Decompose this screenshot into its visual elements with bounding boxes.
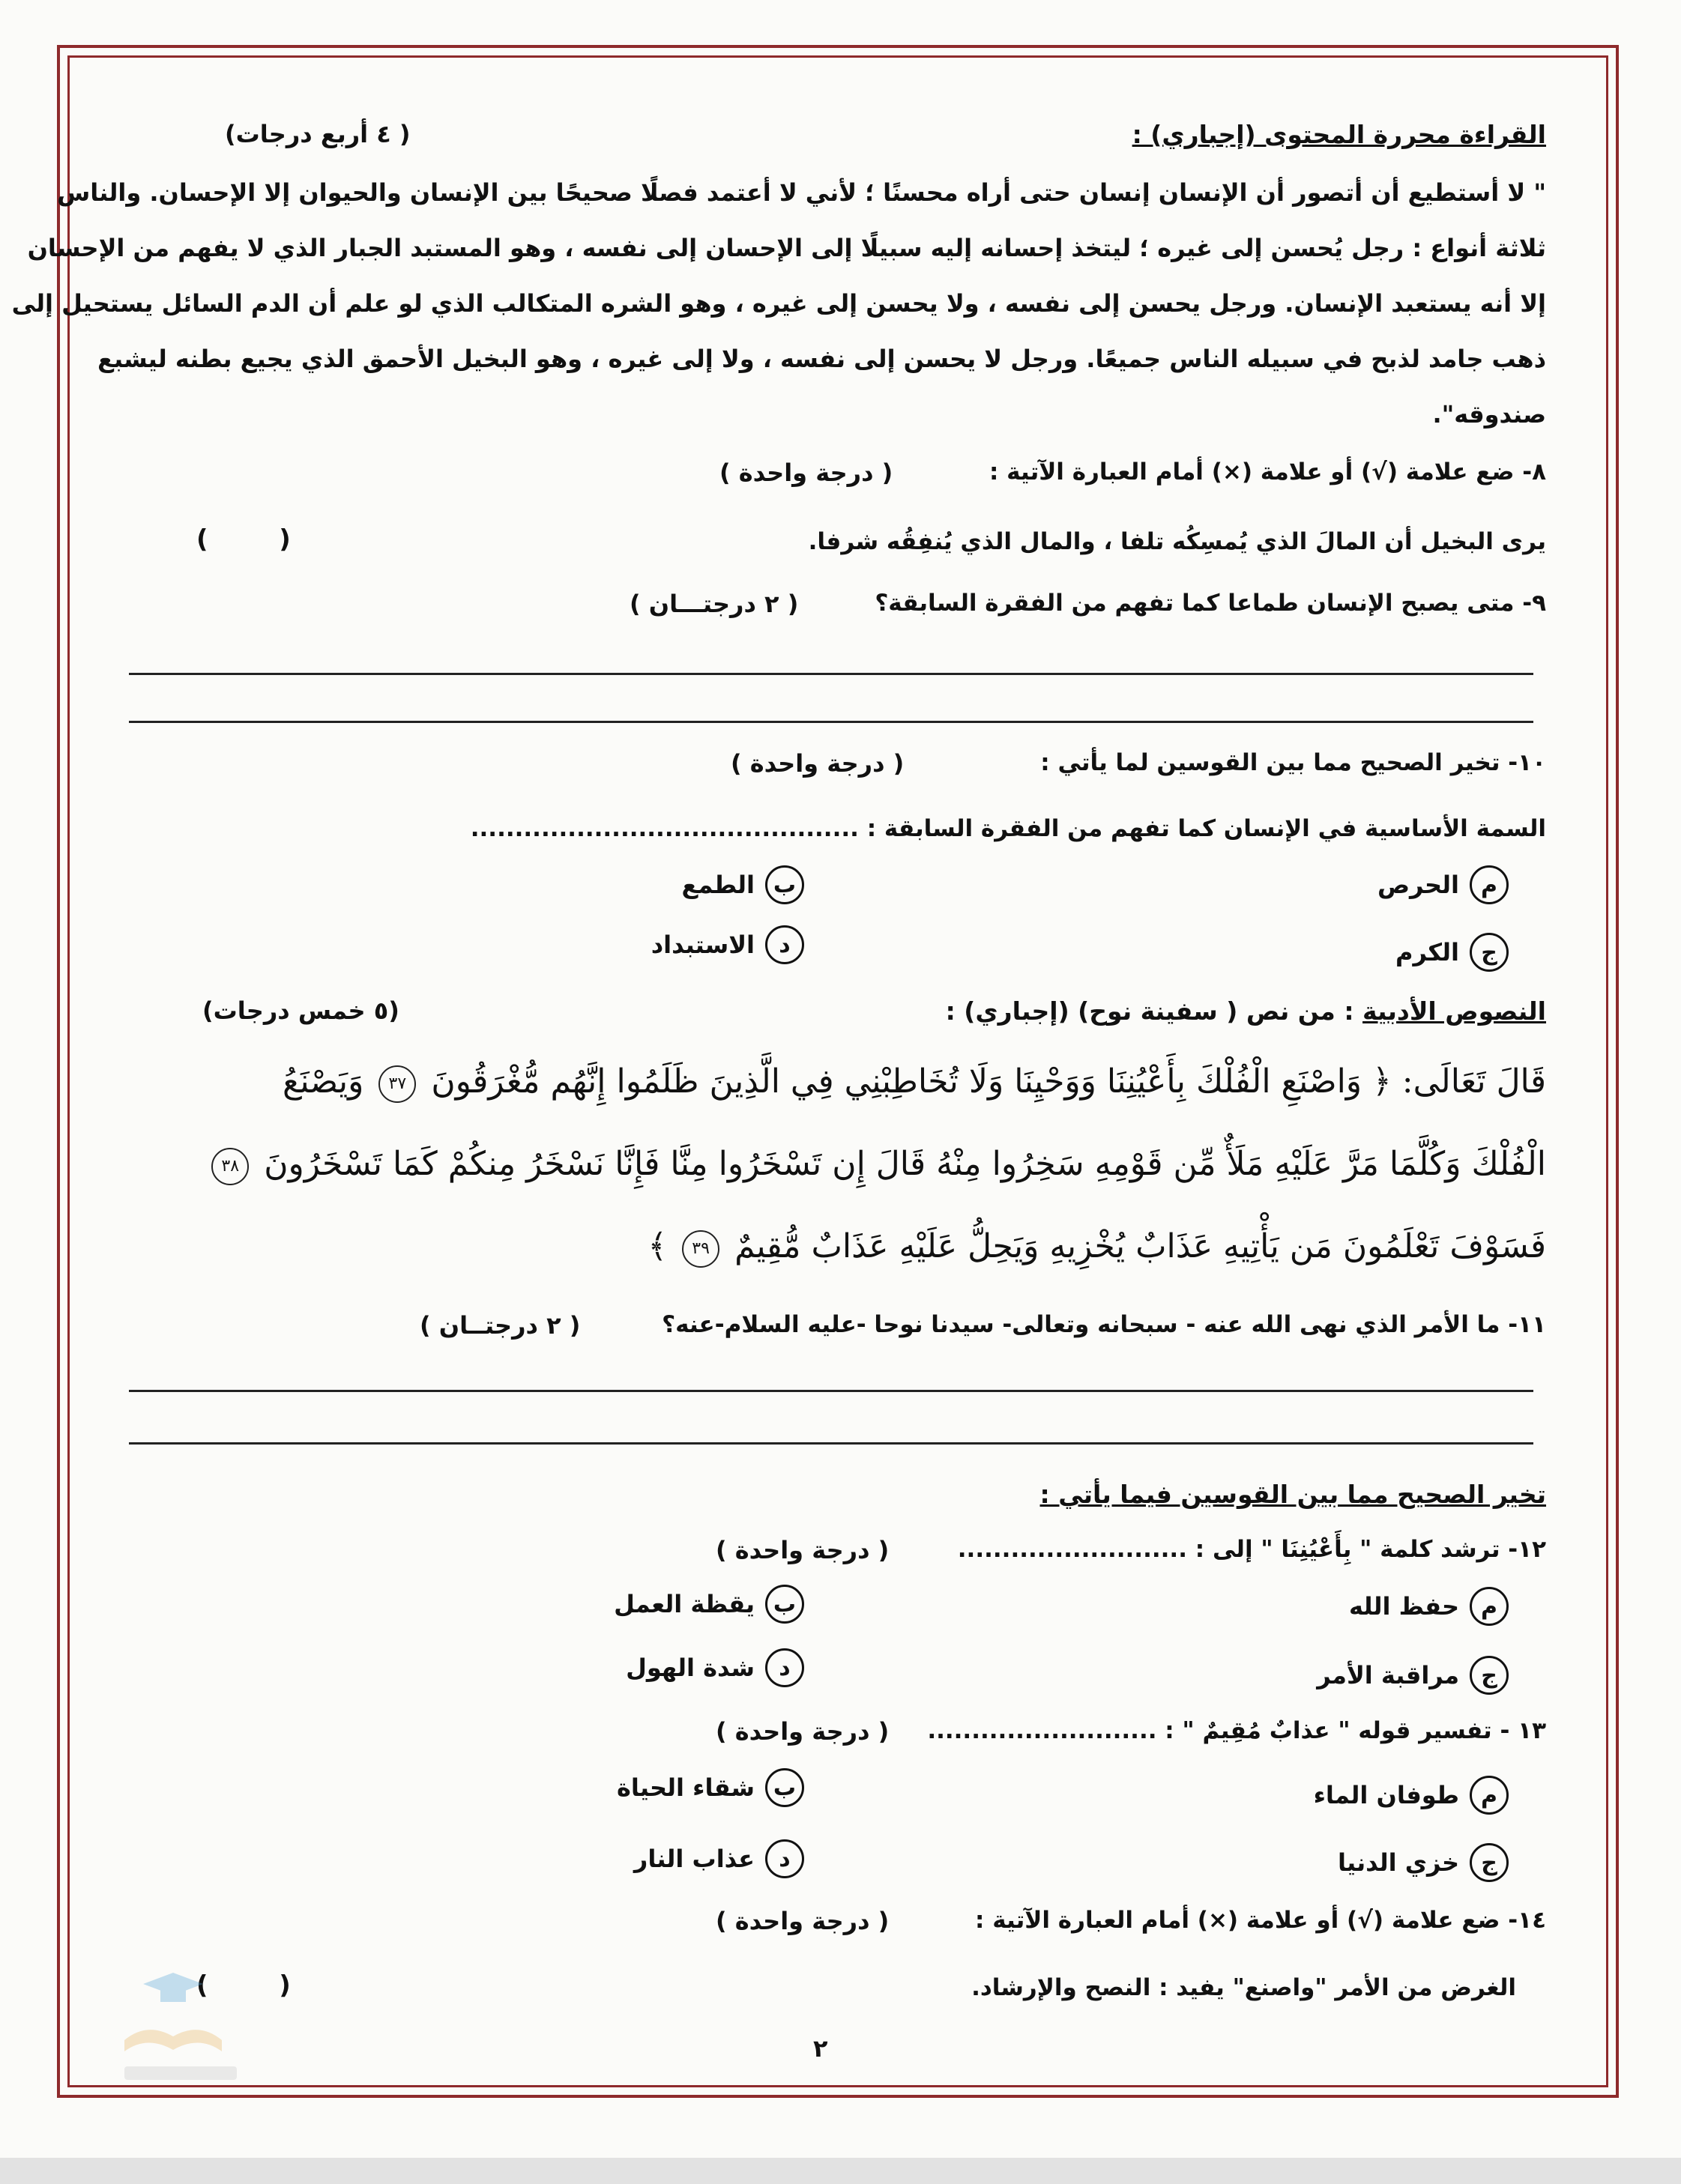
literary-heading-text: النصوص الأدبية [1362,996,1546,1026]
q12-option-b-text: يقظة العمل [614,1590,755,1618]
q12-option-d[interactable] [626,1648,804,1687]
q11-answer-line-1[interactable] [129,1390,1533,1392]
q10-option-b-text: الطمع [681,871,755,899]
passage-line-5: صندوقه". [1432,400,1546,429]
q10-option-d-letter: د [765,925,804,964]
q13-option-d-letter: د [765,1839,804,1878]
q10-option-d[interactable] [651,925,804,964]
q12-option-b[interactable] [614,1585,804,1624]
page-number: ٢ [813,2034,828,2063]
ayah-number-38: ٣٨ [211,1148,249,1185]
q12-option-c-text: مراقبة الأمر [1317,1661,1459,1690]
q12-marks: ( درجة واحدة ) [716,1536,890,1564]
q13-option-b-letter: ب [765,1768,804,1807]
q10-prompt: ١٠- تخير الصحيح مما بين القوسين لما يأتي : [1040,749,1546,776]
q12-option-d-text: شدة الهول [626,1654,755,1682]
q9-prompt: ٩- متى يصبح الإنسان طماعا كما تفهم من الفقرة السابقة؟ [875,590,1546,617]
q10-marks: ( درجة واحدة ) [731,749,905,778]
q14-marks: ( درجة واحدة ) [716,1907,890,1935]
q10-option-a[interactable] [1377,865,1509,904]
q13-option-a-letter: م [1470,1776,1509,1815]
verse-close-bracket: ﴾ [648,1227,668,1265]
q14-prompt: ١٤- ضع علامة (√) أو علامة (×) أمام العبارة الآتية : [975,1907,1546,1934]
q12-option-b-letter: ب [765,1585,804,1624]
q10-option-b[interactable] [682,865,804,904]
q11-marks: ( ٢ درجتــان ) [420,1311,581,1340]
q8-prompt: ٨- ضع علامة (√) أو علامة (×) أمام العبارة الآتية : [989,459,1546,485]
open-book-icon [124,2030,222,2051]
q10-option-a-letter: م [1470,865,1509,904]
q13-option-d-text: عذاب النار [633,1845,755,1873]
q12-option-a-letter: م [1470,1587,1509,1626]
q12-option-a[interactable] [1349,1587,1509,1626]
ayah-number-37: ٣٧ [378,1065,416,1103]
q10-option-c-text: الكرم [1395,938,1459,967]
q10-option-d-text: الاستبداد [651,931,755,959]
choose-section-heading [112,1480,1546,1509]
q9-answer-line-1[interactable] [129,673,1533,675]
passage-line-2: ثلاثة أنواع : رجل يُحسن إلى غيره ؛ ليتخذ إحسانه إليه سبيلًا إلى الإحسان إلى نفسه ، وهو المستبد الجبار الذي لا يفهم من الإحسان [27,234,1546,262]
q11-prompt: ١١- ما الأمر الذي نهى الله عنه - سبحانه وتعالى- سيدنا نوحا -عليه السلام-عنه؟ [662,1311,1546,1338]
verse-line-2-text: الْفُلْكَ وَكُلَّمَا مَرَّ عَلَيْهِ مَلَأٌ مِّن قَوْمِهِ سَخِرُوا مِنْهُ قَالَ إِن تَسْخَرُوا مِنَّا فَإِنَّا نَسْخَرُ مِنكُمْ كَمَا تَسْخَرُونَ [264,1145,1546,1183]
q12-option-c[interactable] [1317,1656,1509,1695]
q10-option-c[interactable] [1395,933,1509,972]
verse-line-1-end: وَيَصْنَعُ [282,1062,364,1101]
reading-heading-text: القراءة محررة المحتوى (إجباري) : [1132,120,1546,149]
q13-option-c[interactable] [1338,1843,1509,1882]
q13-option-a-text: طوفان الماء [1313,1781,1459,1809]
q13-option-a[interactable] [1314,1776,1509,1815]
verse-line-2 [142,1145,1546,1185]
q14-statement: الغرض من الأمر "واصنع" يفيد : النصح والإرشاد. [971,1974,1516,2001]
q9-answer-line-2[interactable] [129,721,1533,723]
q14-answer-box[interactable]: ( ) [196,1970,291,2000]
q13-option-c-text: خزي الدنيا [1338,1848,1459,1877]
q13-prompt: ١٣ - تفسير قوله " عذابٌ مُقِيمٌ " : .......................... [927,1717,1546,1744]
q13-marks: ( درجة واحدة ) [716,1717,890,1746]
verse-line-1 [142,1062,1546,1103]
choose-heading-text: تخير الصحيح مما بين القوسين فيما يأتي : [1039,1480,1546,1509]
verse-line-3-text: فَسَوْفَ تَعْلَمُونَ مَن يَأْتِيهِ عَذَابٌ يُخْزِيهِ وَيَحِلُّ عَلَيْهِ عَذَابٌ مُّقِيمٌ [734,1227,1546,1265]
q8-answer-box[interactable]: ( ) [196,524,291,554]
passage-line-3: إلا أنه يستعبد الإنسان. ورجل يحسن إلى نفسه ، ولا يحسن إلى غيره ، وهو الشره المتكالب الذي لو علم أن الدم السائل يستحيل إلى [11,289,1546,318]
q10-option-a-text: الحرص [1377,871,1459,899]
q10-stem: السمة الأساسية في الإنسان كما تفهم من الفقرة السابقة : ............................................ [470,815,1546,842]
literary-marks: (٥ خمس درجات) [202,996,399,1025]
literary-subheading: : من نص ( سفينة نوح) (إجباري) : [945,996,1354,1026]
q10-option-b-letter: ب [765,865,804,904]
q12-option-d-letter: د [765,1648,804,1687]
q13-option-b[interactable] [617,1768,804,1807]
viewer-bottom-strip [0,2158,1681,2184]
q8-marks: ( درجة واحدة ) [719,459,893,487]
reading-marks: ( ٤ أربع درجات) [225,120,411,148]
q13-option-b-text: شقاء الحياة [616,1773,755,1802]
q12-option-c-letter: ج [1470,1656,1509,1695]
q13-option-c-letter: ج [1470,1843,1509,1882]
q13-option-d[interactable] [634,1839,804,1878]
q12-option-a-text: حفظ الله [1349,1592,1459,1621]
q8-statement: يرى البخيل أن المالَ الذي يُمسِكُه تلفا ، والمال الذي يُنفِقُه شرفا. [808,528,1546,555]
q10-option-c-letter: ج [1470,933,1509,972]
ayah-number-39: ٣٩ [682,1230,719,1268]
verse-line-3 [112,1227,1546,1268]
passage-line-4: ذهب جامد لذبح في سبيله الناس جميعًا. ورجل لا يحسن إلى نفسه ، ولا إلى غيره ، وهو البخيل الأحمق الذي يجيع بطنه ليشبع [97,345,1546,373]
q11-answer-line-2[interactable] [129,1442,1533,1445]
q9-marks: ( ٢ درجتـــان ) [630,590,799,618]
q12-prompt: ١٢- ترشد كلمة " بِأَعْيُنِنَا " إلى : .......................... [957,1536,1546,1563]
passage-line-1: " لا أستطيع أن أتصور أن الإنسان إنسان حتى أراه محسنًا ؛ لأني لا أعتمد فصلًا صحيحًا بين الإنسان والحيوان إلا الإحسان. والناس [57,178,1546,207]
watermark-logo [72,1969,274,2096]
verse-line-1-text: قَالَ تَعَالَى: ﴿ وَاصْنَعِ الْفُلْكَ بِأَعْيُنِنَا وَوَحْيِنَا وَلَا تُخَاطِبْنِي فِي الَّذِينَ ظَلَمُوا إِنَّهُم مُّغْرَقُونَ [431,1062,1546,1101]
